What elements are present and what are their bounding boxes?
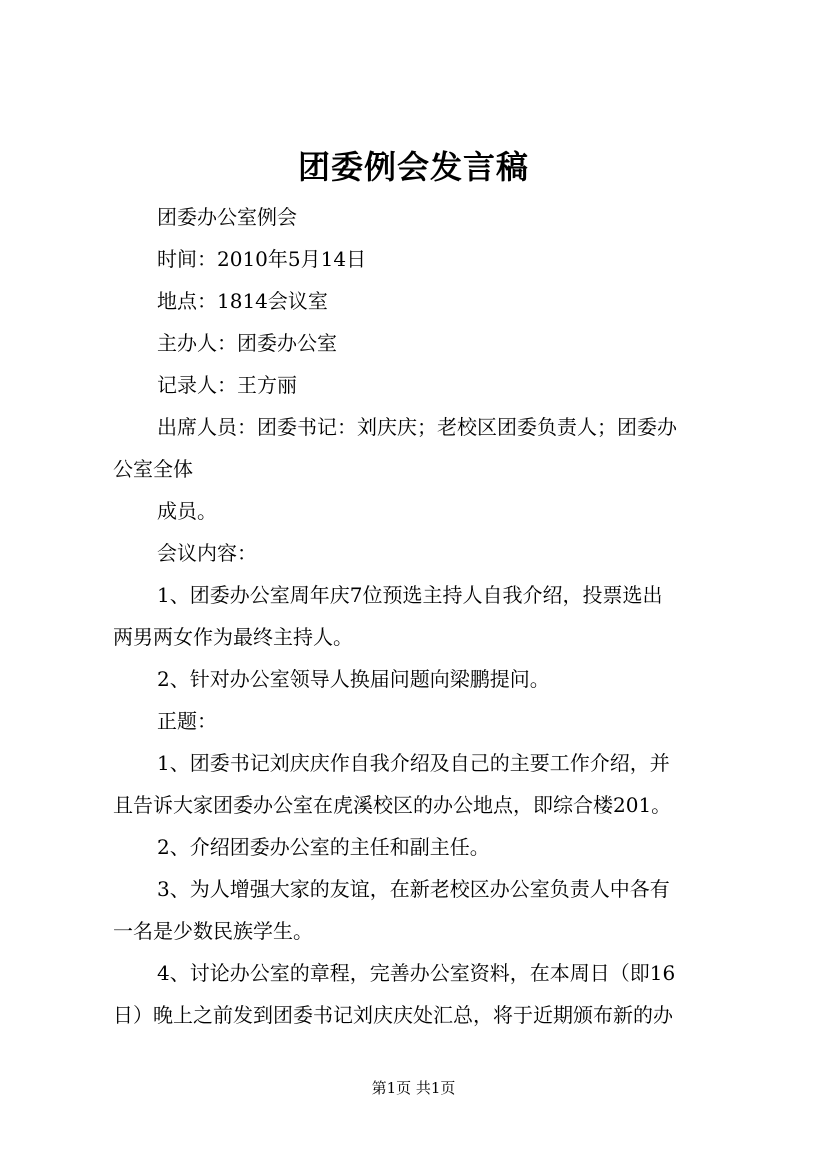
text-line: 1、团委办公室周年庆7位预选主持人自我介绍，投票选出 (157, 583, 663, 607)
text-line: 成员。 (157, 499, 217, 523)
document-body (113, 196, 733, 1036)
text-line: 出席人员：团委书记：刘庆庆；老校区团委负责人；团委办 (157, 415, 677, 439)
text-line: 一名是少数民族学生。 (113, 919, 313, 943)
text-line: 3、为人增强大家的友谊，在新老校区办公室负责人中各有 (157, 877, 670, 901)
text-line: 正题： (157, 709, 217, 733)
text-line: 2、针对办公室领导人换届问题向梁鹏提问。 (157, 667, 550, 691)
text-line: 两男两女作为最终主持人。 (113, 625, 353, 649)
document-title: 团委例会发言稿 (297, 148, 529, 186)
text-line: 记录人：王方丽 (157, 373, 297, 397)
text-line: 且告诉大家团委办公室在虎溪校区的办公地点，即综合楼201。 (113, 793, 672, 817)
page-footer: 第1页 共1页 (371, 1079, 456, 1097)
text-line: 时间：2010年5月14日 (157, 247, 367, 271)
text-line: 日）晚上之前发到团委书记刘庆庆处汇总，将于近期颁布新的办 (113, 1003, 673, 1027)
text-line: 会议内容： (157, 541, 257, 565)
text-line: 公室全体 (113, 457, 193, 481)
text-line: 团委办公室例会 (157, 205, 297, 229)
text-line: 主办人：团委办公室 (157, 331, 337, 355)
text-line: 4、讨论办公室的章程，完善办公室资料，在本周日（即16 (157, 961, 676, 985)
text-line: 2、介绍团委办公室的主任和副主任。 (157, 835, 490, 859)
text-line: 地点：1814会议室 (157, 289, 328, 313)
text-line: 1、团委书记刘庆庆作自我介绍及自己的主要工作介绍，并 (157, 751, 670, 775)
